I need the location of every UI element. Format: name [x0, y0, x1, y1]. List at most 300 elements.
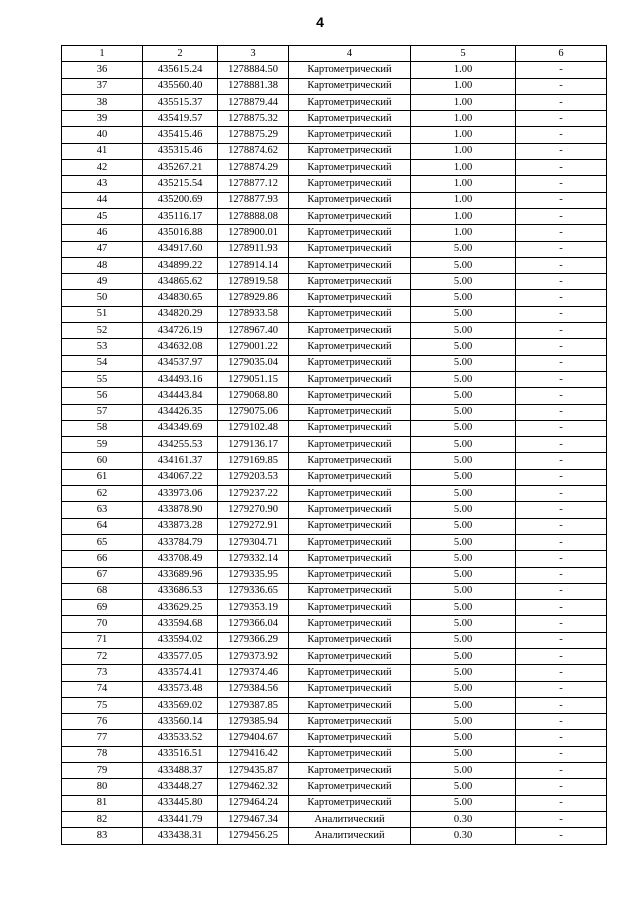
column-header: 5: [411, 46, 516, 62]
y-coordinate-cell: 1279035.04: [218, 355, 289, 371]
accuracy-cell: 1.00: [411, 127, 516, 143]
x-coordinate-cell: 434161.37: [143, 453, 218, 469]
description-cell: -: [516, 469, 607, 485]
method-cell: Картометрический: [289, 665, 411, 681]
x-coordinate-cell: 434493.16: [143, 371, 218, 387]
accuracy-cell: 5.00: [411, 616, 516, 632]
x-coordinate-cell: 434632.08: [143, 339, 218, 355]
point-number-cell: 73: [62, 665, 143, 681]
description-cell: -: [516, 290, 607, 306]
description-cell: -: [516, 257, 607, 273]
description-cell: -: [516, 208, 607, 224]
table-row: [62, 143, 607, 159]
accuracy-cell: 0.30: [411, 811, 516, 827]
table-row: [62, 616, 607, 632]
description-cell: -: [516, 94, 607, 110]
description-cell: -: [516, 632, 607, 648]
description-cell: -: [516, 502, 607, 518]
table-row: [62, 567, 607, 583]
table-row: [62, 665, 607, 681]
y-coordinate-cell: 1279237.22: [218, 486, 289, 502]
x-coordinate-cell: 434067.22: [143, 469, 218, 485]
accuracy-cell: 5.00: [411, 404, 516, 420]
table-row: [62, 551, 607, 567]
y-coordinate-cell: 1279336.65: [218, 583, 289, 599]
description-cell: -: [516, 404, 607, 420]
method-cell: Картометрический: [289, 274, 411, 290]
table-row: [62, 176, 607, 192]
x-coordinate-cell: 433448.27: [143, 779, 218, 795]
description-cell: -: [516, 665, 607, 681]
accuracy-cell: 5.00: [411, 241, 516, 257]
table-row: [62, 78, 607, 94]
x-coordinate-cell: 435415.46: [143, 127, 218, 143]
x-coordinate-cell: 434830.65: [143, 290, 218, 306]
accuracy-cell: 1.00: [411, 111, 516, 127]
x-coordinate-cell: 433569.02: [143, 697, 218, 713]
column-header: 4: [289, 46, 411, 62]
x-coordinate-cell: 433708.49: [143, 551, 218, 567]
y-coordinate-cell: 1278900.01: [218, 225, 289, 241]
table-row: [62, 648, 607, 664]
y-coordinate-cell: 1278875.29: [218, 127, 289, 143]
table-row: [62, 192, 607, 208]
method-cell: Картометрический: [289, 534, 411, 550]
description-cell: -: [516, 388, 607, 404]
y-coordinate-cell: 1278919.58: [218, 274, 289, 290]
y-coordinate-cell: 1279384.56: [218, 681, 289, 697]
accuracy-cell: 5.00: [411, 583, 516, 599]
y-coordinate-cell: 1278879.44: [218, 94, 289, 110]
point-number-cell: 55: [62, 371, 143, 387]
table-row: [62, 274, 607, 290]
column-header: 6: [516, 46, 607, 62]
table-row: [62, 208, 607, 224]
accuracy-cell: 5.00: [411, 681, 516, 697]
method-cell: Картометрический: [289, 111, 411, 127]
y-coordinate-cell: 1278933.58: [218, 306, 289, 322]
y-coordinate-cell: 1279385.94: [218, 714, 289, 730]
table-row: [62, 795, 607, 811]
point-number-cell: 69: [62, 600, 143, 616]
description-cell: -: [516, 795, 607, 811]
description-cell: -: [516, 486, 607, 502]
table-row: [62, 290, 607, 306]
x-coordinate-cell: 433878.90: [143, 502, 218, 518]
accuracy-cell: 5.00: [411, 697, 516, 713]
y-coordinate-cell: 1278967.40: [218, 323, 289, 339]
table-row: [62, 502, 607, 518]
point-number-cell: 42: [62, 160, 143, 176]
table-row: [62, 469, 607, 485]
accuracy-cell: 5.00: [411, 714, 516, 730]
y-coordinate-cell: 1279366.04: [218, 616, 289, 632]
x-coordinate-cell: 433574.41: [143, 665, 218, 681]
accuracy-cell: 1.00: [411, 208, 516, 224]
accuracy-cell: 5.00: [411, 453, 516, 469]
table-row: [62, 746, 607, 762]
table-row: [62, 257, 607, 273]
y-coordinate-cell: 1278874.62: [218, 143, 289, 159]
column-header: 2: [143, 46, 218, 62]
description-cell: -: [516, 567, 607, 583]
description-cell: -: [516, 648, 607, 664]
x-coordinate-cell: 434726.19: [143, 323, 218, 339]
x-coordinate-cell: 434865.62: [143, 274, 218, 290]
table-row: [62, 763, 607, 779]
accuracy-cell: 5.00: [411, 763, 516, 779]
method-cell: Картометрический: [289, 323, 411, 339]
x-coordinate-cell: 435200.69: [143, 192, 218, 208]
table-row: [62, 518, 607, 534]
accuracy-cell: 1.00: [411, 225, 516, 241]
method-cell: Картометрический: [289, 763, 411, 779]
x-coordinate-cell: 434443.84: [143, 388, 218, 404]
y-coordinate-cell: 1279387.85: [218, 697, 289, 713]
x-coordinate-cell: 433573.48: [143, 681, 218, 697]
y-coordinate-cell: 1278874.29: [218, 160, 289, 176]
y-coordinate-cell: 1278875.32: [218, 111, 289, 127]
method-cell: Картометрический: [289, 469, 411, 485]
point-number-cell: 66: [62, 551, 143, 567]
description-cell: -: [516, 811, 607, 827]
method-cell: Картометрический: [289, 795, 411, 811]
table-row: [62, 486, 607, 502]
method-cell: Картометрический: [289, 583, 411, 599]
y-coordinate-cell: 1279373.92: [218, 648, 289, 664]
table-row: [62, 779, 607, 795]
x-coordinate-cell: 433577.05: [143, 648, 218, 664]
y-coordinate-cell: 1278911.93: [218, 241, 289, 257]
point-number-cell: 36: [62, 62, 143, 78]
table-row: [62, 111, 607, 127]
point-number-cell: 41: [62, 143, 143, 159]
method-cell: Картометрический: [289, 502, 411, 518]
point-number-cell: 44: [62, 192, 143, 208]
y-coordinate-cell: 1279366.29: [218, 632, 289, 648]
method-cell: Картометрический: [289, 730, 411, 746]
accuracy-cell: 0.30: [411, 828, 516, 844]
y-coordinate-cell: 1279435.87: [218, 763, 289, 779]
y-coordinate-cell: 1279462.32: [218, 779, 289, 795]
accuracy-cell: 5.00: [411, 730, 516, 746]
description-cell: -: [516, 551, 607, 567]
method-cell: Картометрический: [289, 714, 411, 730]
description-cell: -: [516, 518, 607, 534]
accuracy-cell: 5.00: [411, 486, 516, 502]
accuracy-cell: 1.00: [411, 62, 516, 78]
accuracy-cell: 5.00: [411, 339, 516, 355]
point-number-cell: 51: [62, 306, 143, 322]
method-cell: Картометрический: [289, 290, 411, 306]
point-number-cell: 48: [62, 257, 143, 273]
accuracy-cell: 5.00: [411, 388, 516, 404]
point-number-cell: 40: [62, 127, 143, 143]
method-cell: Картометрический: [289, 486, 411, 502]
x-coordinate-cell: 434820.29: [143, 306, 218, 322]
x-coordinate-cell: 433445.80: [143, 795, 218, 811]
y-coordinate-cell: 1278888.08: [218, 208, 289, 224]
table-row: [62, 828, 607, 844]
table-row: [62, 225, 607, 241]
point-number-cell: 82: [62, 811, 143, 827]
accuracy-cell: 1.00: [411, 78, 516, 94]
y-coordinate-cell: 1279102.48: [218, 420, 289, 436]
accuracy-cell: 5.00: [411, 371, 516, 387]
description-cell: -: [516, 697, 607, 713]
description-cell: -: [516, 192, 607, 208]
x-coordinate-cell: 435315.46: [143, 143, 218, 159]
method-cell: Картометрический: [289, 567, 411, 583]
y-coordinate-cell: 1279304.71: [218, 534, 289, 550]
point-number-cell: 49: [62, 274, 143, 290]
y-coordinate-cell: 1278877.12: [218, 176, 289, 192]
accuracy-cell: 5.00: [411, 551, 516, 567]
method-cell: Картометрический: [289, 746, 411, 762]
table-row: [62, 388, 607, 404]
y-coordinate-cell: 1278884.50: [218, 62, 289, 78]
method-cell: Картометрический: [289, 78, 411, 94]
column-header: 3: [218, 46, 289, 62]
accuracy-cell: 5.00: [411, 257, 516, 273]
description-cell: -: [516, 763, 607, 779]
point-number-cell: 56: [62, 388, 143, 404]
description-cell: -: [516, 534, 607, 550]
table-row: [62, 371, 607, 387]
point-number-cell: 83: [62, 828, 143, 844]
x-coordinate-cell: 434349.69: [143, 420, 218, 436]
method-cell: Картометрический: [289, 420, 411, 436]
y-coordinate-cell: 1279272.91: [218, 518, 289, 534]
y-coordinate-cell: 1279203.53: [218, 469, 289, 485]
point-number-cell: 81: [62, 795, 143, 811]
y-coordinate-cell: 1278914.14: [218, 257, 289, 273]
method-cell: Картометрический: [289, 681, 411, 697]
point-number-cell: 46: [62, 225, 143, 241]
accuracy-cell: 1.00: [411, 176, 516, 192]
x-coordinate-cell: 433516.51: [143, 746, 218, 762]
point-number-cell: 53: [62, 339, 143, 355]
point-number-cell: 37: [62, 78, 143, 94]
accuracy-cell: 5.00: [411, 323, 516, 339]
table-row: [62, 583, 607, 599]
table-row: [62, 714, 607, 730]
y-coordinate-cell: 1279136.17: [218, 437, 289, 453]
accuracy-cell: 1.00: [411, 160, 516, 176]
method-cell: Картометрический: [289, 306, 411, 322]
method-cell: Картометрический: [289, 160, 411, 176]
table-row: [62, 62, 607, 78]
description-cell: -: [516, 730, 607, 746]
method-cell: Картометрический: [289, 94, 411, 110]
description-cell: -: [516, 583, 607, 599]
accuracy-cell: 5.00: [411, 567, 516, 583]
method-cell: Картометрический: [289, 127, 411, 143]
x-coordinate-cell: 433488.37: [143, 763, 218, 779]
description-cell: -: [516, 143, 607, 159]
accuracy-cell: 5.00: [411, 648, 516, 664]
point-number-cell: 75: [62, 697, 143, 713]
point-number-cell: 52: [62, 323, 143, 339]
point-number-cell: 68: [62, 583, 143, 599]
description-cell: -: [516, 160, 607, 176]
x-coordinate-cell: 433686.53: [143, 583, 218, 599]
point-number-cell: 59: [62, 437, 143, 453]
x-coordinate-cell: 434426.35: [143, 404, 218, 420]
table-row: [62, 420, 607, 436]
point-number-cell: 80: [62, 779, 143, 795]
method-cell: Картометрический: [289, 388, 411, 404]
point-number-cell: 39: [62, 111, 143, 127]
x-coordinate-cell: 433873.28: [143, 518, 218, 534]
description-cell: -: [516, 828, 607, 844]
table-row: [62, 323, 607, 339]
table-row: [62, 632, 607, 648]
accuracy-cell: 5.00: [411, 437, 516, 453]
method-cell: Картометрический: [289, 616, 411, 632]
point-number-cell: 57: [62, 404, 143, 420]
x-coordinate-cell: 435016.88: [143, 225, 218, 241]
method-cell: Картометрический: [289, 632, 411, 648]
y-coordinate-cell: 1279464.24: [218, 795, 289, 811]
point-number-cell: 47: [62, 241, 143, 257]
description-cell: -: [516, 779, 607, 795]
description-cell: -: [516, 225, 607, 241]
accuracy-cell: 5.00: [411, 665, 516, 681]
method-cell: Картометрический: [289, 257, 411, 273]
table-row: [62, 697, 607, 713]
description-cell: -: [516, 681, 607, 697]
x-coordinate-cell: 435615.24: [143, 62, 218, 78]
method-cell: Картометрический: [289, 62, 411, 78]
page-number: 4: [316, 14, 324, 30]
x-coordinate-cell: 433533.52: [143, 730, 218, 746]
table-row: [62, 404, 607, 420]
table-row: [62, 730, 607, 746]
method-cell: Картометрический: [289, 404, 411, 420]
point-number-cell: 61: [62, 469, 143, 485]
table-row: [62, 600, 607, 616]
point-number-cell: 65: [62, 534, 143, 550]
method-cell: Картометрический: [289, 551, 411, 567]
accuracy-cell: 5.00: [411, 355, 516, 371]
point-number-cell: 70: [62, 616, 143, 632]
accuracy-cell: 5.00: [411, 502, 516, 518]
y-coordinate-cell: 1279335.95: [218, 567, 289, 583]
point-number-cell: 74: [62, 681, 143, 697]
description-cell: -: [516, 323, 607, 339]
table-row: [62, 681, 607, 697]
table-row: [62, 355, 607, 371]
description-cell: -: [516, 453, 607, 469]
table-header-row: [62, 46, 607, 62]
accuracy-cell: 5.00: [411, 746, 516, 762]
y-coordinate-cell: 1279075.06: [218, 404, 289, 420]
x-coordinate-cell: 433560.14: [143, 714, 218, 730]
method-cell: Картометрический: [289, 225, 411, 241]
accuracy-cell: 5.00: [411, 600, 516, 616]
point-number-cell: 63: [62, 502, 143, 518]
method-cell: Картометрический: [289, 453, 411, 469]
point-number-cell: 67: [62, 567, 143, 583]
table-row: [62, 811, 607, 827]
y-coordinate-cell: 1278877.93: [218, 192, 289, 208]
x-coordinate-cell: 433438.31: [143, 828, 218, 844]
point-number-cell: 71: [62, 632, 143, 648]
point-number-cell: 79: [62, 763, 143, 779]
point-number-cell: 54: [62, 355, 143, 371]
method-cell: Картометрический: [289, 437, 411, 453]
description-cell: -: [516, 274, 607, 290]
y-coordinate-cell: 1279467.34: [218, 811, 289, 827]
y-coordinate-cell: 1279001.22: [218, 339, 289, 355]
description-cell: -: [516, 176, 607, 192]
x-coordinate-cell: 435419.57: [143, 111, 218, 127]
point-number-cell: 58: [62, 420, 143, 436]
accuracy-cell: 5.00: [411, 632, 516, 648]
description-cell: -: [516, 355, 607, 371]
y-coordinate-cell: 1279169.85: [218, 453, 289, 469]
point-number-cell: 72: [62, 648, 143, 664]
accuracy-cell: 5.00: [411, 290, 516, 306]
y-coordinate-cell: 1279353.19: [218, 600, 289, 616]
x-coordinate-cell: 435215.54: [143, 176, 218, 192]
x-coordinate-cell: 434917.60: [143, 241, 218, 257]
y-coordinate-cell: 1278929.86: [218, 290, 289, 306]
y-coordinate-cell: 1279332.14: [218, 551, 289, 567]
point-number-cell: 43: [62, 176, 143, 192]
description-cell: -: [516, 420, 607, 436]
table-row: [62, 94, 607, 110]
x-coordinate-cell: 433689.96: [143, 567, 218, 583]
description-cell: -: [516, 78, 607, 94]
description-cell: -: [516, 339, 607, 355]
method-cell: Аналитический: [289, 811, 411, 827]
y-coordinate-cell: 1279051.15: [218, 371, 289, 387]
y-coordinate-cell: 1279068.80: [218, 388, 289, 404]
table-row: [62, 534, 607, 550]
accuracy-cell: 5.00: [411, 795, 516, 811]
method-cell: Картометрический: [289, 192, 411, 208]
point-number-cell: 45: [62, 208, 143, 224]
point-number-cell: 77: [62, 730, 143, 746]
accuracy-cell: 1.00: [411, 192, 516, 208]
table-row: [62, 437, 607, 453]
point-number-cell: 78: [62, 746, 143, 762]
x-coordinate-cell: 435267.21: [143, 160, 218, 176]
table-row: [62, 453, 607, 469]
method-cell: Картометрический: [289, 779, 411, 795]
method-cell: Аналитический: [289, 828, 411, 844]
accuracy-cell: 5.00: [411, 518, 516, 534]
method-cell: Картометрический: [289, 143, 411, 159]
table-row: [62, 339, 607, 355]
y-coordinate-cell: 1279404.67: [218, 730, 289, 746]
accuracy-cell: 5.00: [411, 274, 516, 290]
accuracy-cell: 5.00: [411, 534, 516, 550]
method-cell: Картометрический: [289, 241, 411, 257]
column-header: 1: [62, 46, 143, 62]
method-cell: Картометрический: [289, 697, 411, 713]
x-coordinate-cell: 434537.97: [143, 355, 218, 371]
method-cell: Картометрический: [289, 371, 411, 387]
table-row: [62, 127, 607, 143]
description-cell: -: [516, 714, 607, 730]
accuracy-cell: 5.00: [411, 306, 516, 322]
x-coordinate-cell: 433594.68: [143, 616, 218, 632]
x-coordinate-cell: 434255.53: [143, 437, 218, 453]
point-number-cell: 64: [62, 518, 143, 534]
